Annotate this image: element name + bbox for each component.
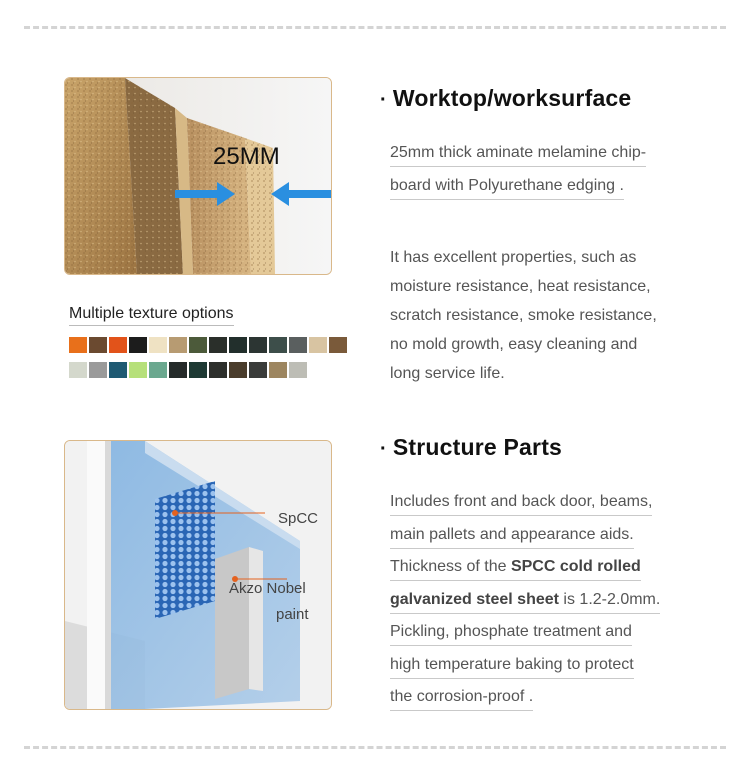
texture-swatch [229, 337, 247, 353]
texture-swatch [69, 362, 87, 378]
section-title-structure: · Structure Parts [380, 434, 563, 460]
texture-swatch [289, 337, 307, 353]
texture-swatch [129, 337, 147, 353]
texture-swatch [149, 337, 167, 353]
texture-swatch [209, 337, 227, 353]
spcc-label: SpCC [278, 510, 319, 527]
chipboard-image [64, 77, 332, 275]
top-dashed-divider [24, 26, 726, 29]
texture-swatch [169, 362, 187, 378]
akzo-label-line2: paint [276, 606, 309, 623]
texture-swatch [149, 362, 167, 378]
texture-options-label: Multiple texture options [69, 304, 234, 326]
akzo-label-line1: Akzo Nobel [229, 580, 306, 597]
worktop-summary: 25mm thick aminate melamine chip- board with Polyurethane edging . [390, 136, 710, 202]
thickness-label: 25MM [213, 143, 280, 170]
texture-swatch [189, 337, 207, 353]
chipboard-illustration [65, 78, 331, 274]
texture-swatch-row-1 [69, 337, 347, 353]
structure-description: Includes front and back door, beams, main pallets and appearance aids. Thickness of the SPCC cold rolled galvanized steel sheet is 1.2-2.0mm. Pickling, phosphate treatment and high temperature baking to protect the corrosion-proof . [390, 486, 710, 714]
texture-swatch [189, 362, 207, 378]
texture-swatch [109, 362, 127, 378]
texture-swatch [269, 337, 287, 353]
structure-illustration [65, 441, 331, 709]
section-title-worktop: · Worktop/worksurface [380, 85, 632, 111]
texture-swatch-row-2 [69, 362, 307, 378]
texture-swatch [109, 337, 127, 353]
texture-swatch [269, 362, 287, 378]
structure-image [64, 440, 332, 710]
texture-swatch [329, 337, 347, 353]
texture-swatch [229, 362, 247, 378]
texture-swatch [209, 362, 227, 378]
texture-swatch [309, 337, 327, 353]
worktop-properties: It has excellent properties, such as moisture resistance, heat resistance, scratch resistance, smoke resistance, no mold growth, easy cleaning and long service life. [390, 249, 657, 382]
bottom-dashed-divider [24, 746, 726, 749]
texture-swatch [249, 337, 267, 353]
texture-swatch [169, 337, 187, 353]
texture-swatch [89, 337, 107, 353]
texture-swatch [249, 362, 267, 378]
texture-swatch [289, 362, 307, 378]
texture-swatch [89, 362, 107, 378]
texture-swatch [69, 337, 87, 353]
texture-swatch [129, 362, 147, 378]
